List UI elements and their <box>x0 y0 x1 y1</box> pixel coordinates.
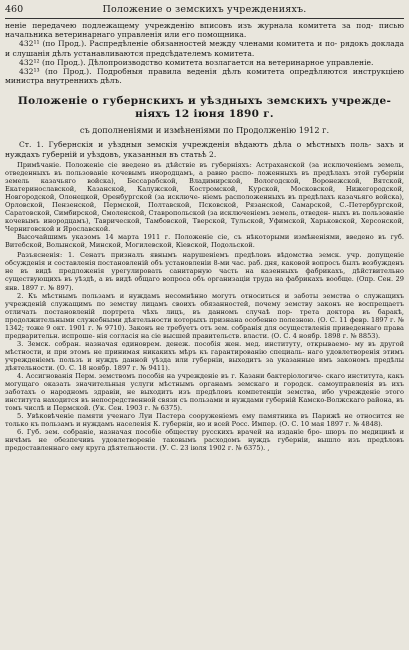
section-subtitle: съ дополненiями и измѣненiями по Продолженiю 1912 г. <box>79 125 330 136</box>
intro-paragraph: 432¹² (по Прод.). Дѣлопроизводство комитета возлагается на ветеринарное управленiе. <box>19 57 374 67</box>
section-title <box>5 95 404 121</box>
page-body <box>5 21 404 453</box>
intro-paragraph: 432¹¹ (по Прод.). Распредѣленiе обязанностей между членами комитета и по- рядокъ доклада и слушанiя дѣлъ устанавливаются предсѣдателемъ комитета. <box>5 39 404 58</box>
clarification-paragraph: Разъясненiя: 1. Сенатъ призналъ явнымъ нарушенiемъ предѣловъ вѣдомства земск. учр. допущенiе обсужденiя и составленiя постановленiй объ установленiи 8-ми час. раб. дня, каковой вопросъ былъ возбужденъ не въ видѣ предложенiя урегулировать санитарную часть на казенныхъ фабрикахъ, дѣйствительно существующихъ въ уѣздѣ, а въ видѣ общаго вопроса объ организацiи труда на фабрикахъ вообще. (Опр. Сен. 29 янв. 1897 г. № 897). <box>5 251 404 292</box>
clarification-paragraph: 3. Земск. собран. назначая единоврем. денеж. пособiя жен. мед. институту, открываемо- му въ другой мѣстности, и при этомъ не принимая никакихъ мѣръ къ гарантированiю специаль- наго удовлетворенiя этимъ учрежденiемъ пользъ и нуждъ данной уѣзда или губернiи, выходитъ за указанные имъ закономъ предѣлы дѣятельности. (О. С. 18 ноябр. 1897 г. № 9411). <box>5 339 404 372</box>
note-paragraph: Примѣчанiе. Положенiе сiе введено въ дѣйствiе въ губернiяхъ: Астраханской (за исключенiемъ земель, отведенныхъ въ пользованiе кочевымъ инородцамъ, а равно распо- ложенныхъ въ предѣлахъ этой губернiи земель казачьяго войска), Бессарабской, Владимирской, Вологодской, Воронежской, Вятской, Екатеринославской, Казанской, Калужской, Костромской, Курской, Московской, Нижегородской, Новгородской, Олонецкой, Оренбургской (за исключе- нiемъ расположенныхъ въ предѣлахъ казачьяго войска), Орловской, Пензенской, Пермской, Полтавской, Псковской, Рязанской, Самарской, С.-Петербургской, Саратовской, Симбирской, Смоленской, Ставропольской (за исключенiемъ земель, отведен- ныхъ въ пользованiе кочевымъ инородцамъ), Таврической, Тамбовской, Тверской, Тульской, Уфимской, Харьковской, Херсонской, Черниговской и Ярославской. <box>5 160 404 234</box>
section-title-line: Положенiе о губернскихъ и уѣздныхъ земскихъ учрежде- <box>17 95 392 108</box>
notes-block <box>5 161 404 453</box>
clarification-paragraph: 5. Увѣковѣченiе памяти ученаго Луи Пастера сооруженiемъ ему памятника въ Парижѣ не относится не только къ пользамъ и нуждамъ населенiя К. губернiи, но и всей Росс. Импер. (О. С. 10 мая 1897 г. № 4848). <box>5 412 404 429</box>
clarification-paragraph: 2. Къ мѣстнымъ пользамъ и нуждамъ несомнѣнно могутъ относиться и заботы земства о служащихъ учрежденiй служащимъ по земству лицамъ своихъ обязанностей, почему земству законъ не воспрещаетъ отличать постановленiй портрета чѣхъ лицъ, въ данномъ случаѣ пор- трета доктора въ баракѣ, продолжительными служебными дѣятельности которыхъ признана особенно полезною. (О. С. 11 февр. 1897 г. № 1342; тоже 9 окт. 1901 г. № 9710). Законъ не требуетъ отъ зем. собранiя для осуществленiя приведеннаго права предварительн. испроше- нiя согласiя на сiе высшей правительств. власти. (О. С. 4 ноябр. 1898 г. № 8853). <box>5 291 404 340</box>
article-1: Ст. 1. Губернскiя и уѣздныя земскiя учрежденiя вѣдаютъ дѣла о мѣстныхъ поль- захъ и нуждахъ губернiй и уѣздовъ, указанныя въ статьѣ 2. <box>5 140 404 159</box>
intro-paragraph: ненiе передачею подлежащему учрежденiю вписовъ изъ журнала комитета за под- писью начальника ветеринарнаго управленiя или его помощника. <box>5 21 404 40</box>
section-title-line: нiяхъ 12 iюня 1890 г. <box>135 108 274 121</box>
header-rule <box>5 18 404 19</box>
note-paragraph: Высочайшимъ указомъ 14 марта 1911 г. Положенiе сiе, съ нѣкоторыми измѣненiями, введено въ губ. Витебской, Волынской, Минской, Могилевской, Кiевской, Подольской. <box>5 233 404 250</box>
running-title: Положение о земскихъ учрежденияхъ. <box>102 4 307 15</box>
intro-paragraph: 432¹³ (по Прод.). Подробныя правила веденiя дѣлъ комитета опредѣляются инструкцiею министра внутреннихъ дѣлъ. <box>5 67 404 86</box>
page-header <box>0 4 409 16</box>
clarification-paragraph: 4. Ассигнованiя Перм. земствомъ пособiя на учрежденiе въ г. Казани бактерiологиче- скаго института, какъ могущаго оказать значительныя услуги мѣстнымъ органамъ земскаго и городск. самоуправленiя въ ихъ заботахъ о народномъ здравiи, не выходитъ изъ предѣловъ компетенцiи земства, ибо учрежденiе этого института находится въ непосредственной связи съ пользами и нуждами губернiй Камско-Волжскаго района, въ томъ числѣ и Пермской. (Ук. Сен. 1903 г. № 6375). <box>5 372 404 413</box>
page-number: 460 <box>5 4 24 15</box>
clarification-paragraph: 6. Губ. зем. собранiе, назначая пособiе обществу русскихъ врачей на изданiе бро- шюръ по медицинѣ и ничѣмъ не обезпечивъ удовлетворенiе таковымъ расходомъ нуждъ губернiи, вышло изъ предѣловъ предоставленнаго ему круга дѣятельности. (У. С. 23 iюля 1902 г. № 6375). , <box>5 428 404 453</box>
